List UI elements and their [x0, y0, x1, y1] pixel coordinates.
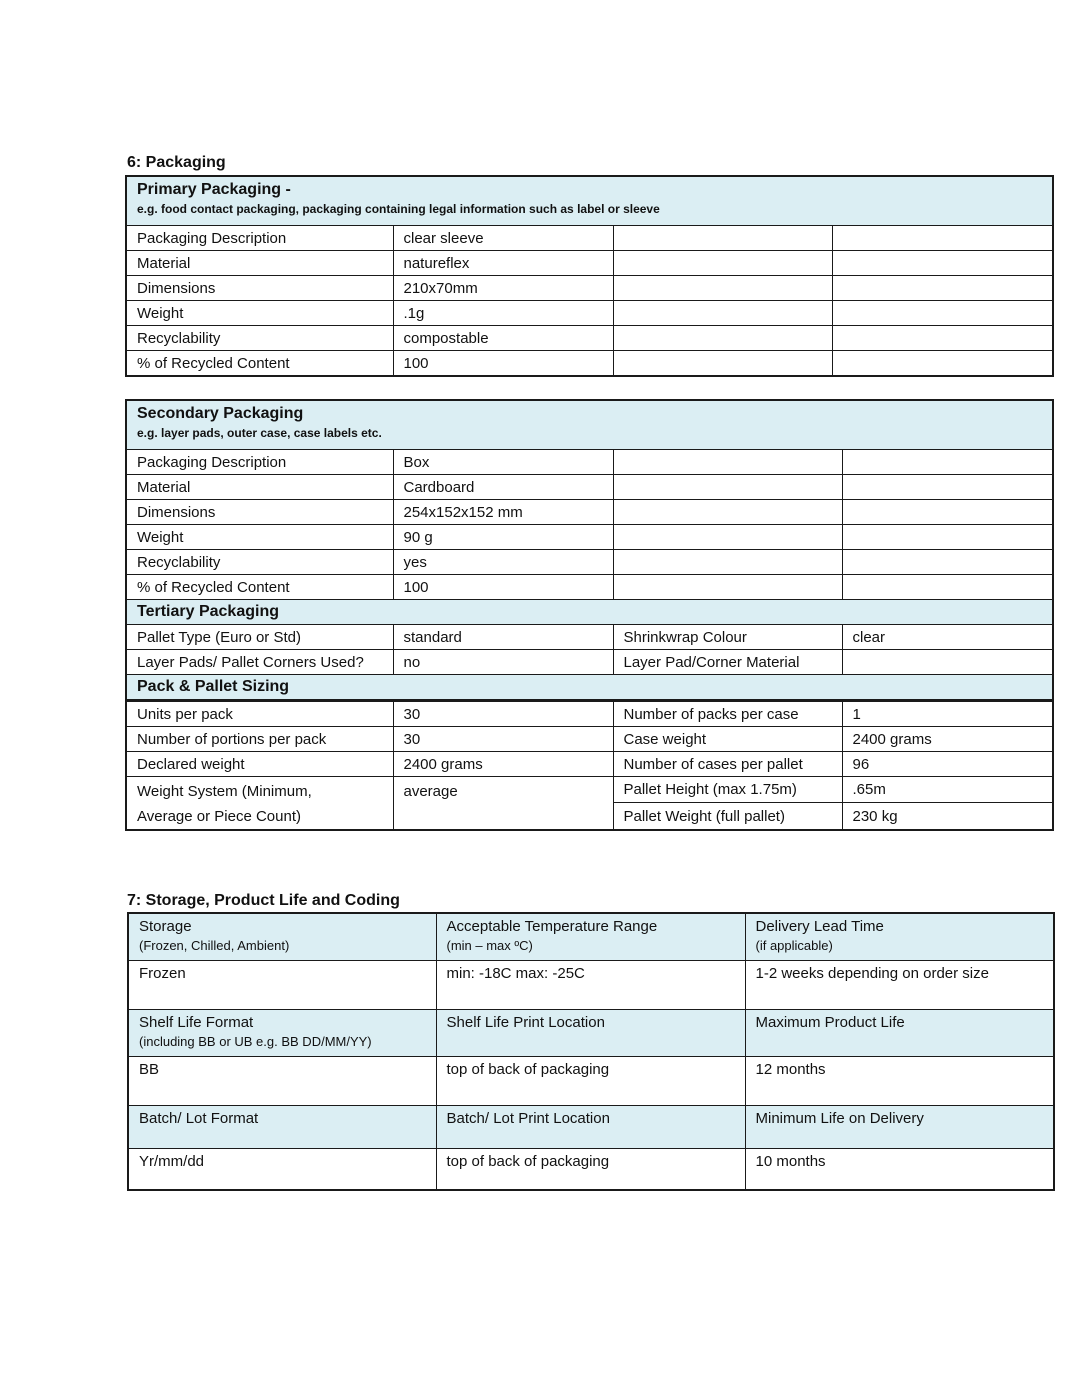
section-7-title: 7: Storage, Product Life and Coding — [127, 892, 400, 909]
shelf-life-location-value: top of back of packaging — [436, 1057, 745, 1106]
table-row — [126, 450, 1053, 475]
shelf-life-format-value: BB — [128, 1057, 436, 1106]
row-value: standard — [393, 625, 613, 650]
row-label: Layer Pad/Corner Material — [613, 650, 842, 675]
batch-location-value: top of back of packaging — [436, 1149, 745, 1191]
row-label: Case weight — [613, 727, 842, 752]
row-value: natureflex — [393, 251, 613, 276]
max-product-life-value: 12 months — [745, 1057, 1054, 1106]
table-row — [126, 702, 1053, 727]
primary-packaging-title: Primary Packaging - — [137, 181, 291, 198]
row-label: Declared weight — [126, 752, 393, 777]
row-label: Pallet Height (max 1.75m) — [613, 777, 842, 803]
row-value: 100 — [393, 351, 613, 377]
row-value: 96 — [842, 752, 1053, 777]
shelf-life-format-header: Shelf Life Format (including BB or UB e.g. BB DD/MM/YY) — [128, 1010, 436, 1057]
table-row — [126, 550, 1053, 575]
primary-packaging-table — [125, 175, 1054, 377]
row-label: Weight — [126, 301, 393, 326]
min-life-header: Minimum Life on Delivery — [745, 1106, 1054, 1149]
row-label: Material — [126, 251, 393, 276]
row-value: 2400 grams — [842, 727, 1053, 752]
row-value: .65m — [842, 777, 1053, 803]
table-row — [126, 276, 1053, 301]
weight-system-value: average — [393, 777, 613, 831]
row-value: Cardboard — [393, 475, 613, 500]
temperature-value: min: -18C max: -25C — [436, 961, 745, 1010]
table-row — [126, 625, 1053, 650]
batch-format-header: Batch/ Lot Format — [128, 1106, 436, 1149]
row-label: Material — [126, 475, 393, 500]
weight-system-label: Weight System (Minimum, Average or Piece Count) — [126, 777, 393, 831]
row-label: Shrinkwrap Colour — [613, 625, 842, 650]
row-value: 100 — [393, 575, 613, 600]
table-row — [126, 301, 1053, 326]
table-row — [126, 777, 1053, 803]
row-value: Box — [393, 450, 613, 475]
row-label: % of Recycled Content — [126, 575, 393, 600]
row-value — [842, 650, 1053, 675]
batch-format-value: Yr/mm/dd — [128, 1149, 436, 1191]
primary-packaging-header — [126, 176, 1053, 226]
table-row — [126, 525, 1053, 550]
pack-pallet-sizing-title: Pack & Pallet Sizing — [126, 675, 1053, 701]
min-life-value: 10 months — [745, 1149, 1054, 1191]
row-label: Units per pack — [126, 702, 393, 727]
row-label: Recyclability — [126, 550, 393, 575]
row-value: clear sleeve — [393, 226, 613, 251]
row-value: 230 kg — [842, 803, 1053, 830]
secondary-packaging-title: Secondary Packaging — [137, 405, 304, 422]
table-row — [126, 326, 1053, 351]
shelf-life-header-row — [128, 1010, 1054, 1057]
storage-header: Storage (Frozen, Chilled, Ambient) — [128, 913, 436, 961]
shelf-life-location-header: Shelf Life Print Location — [436, 1010, 745, 1057]
row-label: % of Recycled Content — [126, 351, 393, 377]
row-value: .1g — [393, 301, 613, 326]
table-row — [126, 251, 1053, 276]
row-value: compostable — [393, 326, 613, 351]
table-row — [128, 961, 1054, 1010]
storage-header-row — [128, 913, 1054, 961]
row-value: yes — [393, 550, 613, 575]
max-product-life-header: Maximum Product Life — [745, 1010, 1054, 1057]
batch-location-header: Batch/ Lot Print Location — [436, 1106, 745, 1149]
table-row — [128, 1057, 1054, 1106]
table-row — [126, 226, 1053, 251]
row-label: Layer Pads/ Pallet Corners Used? — [126, 650, 393, 675]
row-value: 1 — [842, 702, 1053, 727]
table-row — [126, 575, 1053, 600]
row-label: Number of packs per case — [613, 702, 842, 727]
row-label: Dimensions — [126, 500, 393, 525]
row-label: Weight — [126, 525, 393, 550]
table-row — [126, 475, 1053, 500]
storage-table — [127, 912, 1055, 1191]
temperature-header: Acceptable Temperature Range (min – max ºC) — [436, 913, 745, 961]
tertiary-packaging-title: Tertiary Packaging — [126, 600, 1053, 625]
row-value: 90 g — [393, 525, 613, 550]
secondary-packaging-table — [125, 399, 1054, 701]
row-label: Packaging Description — [126, 450, 393, 475]
batch-header-row — [128, 1106, 1054, 1149]
table-row — [126, 727, 1053, 752]
section-6-title: 6: Packaging — [127, 154, 226, 171]
row-label: Number of cases per pallet — [613, 752, 842, 777]
pack-pallet-table — [125, 701, 1054, 831]
storage-value: Frozen — [128, 961, 436, 1010]
row-value: clear — [842, 625, 1053, 650]
table-row — [126, 752, 1053, 777]
row-label: Dimensions — [126, 276, 393, 301]
row-label: Pallet Weight (full pallet) — [613, 803, 842, 830]
row-value: no — [393, 650, 613, 675]
row-value: 30 — [393, 727, 613, 752]
row-value: 30 — [393, 702, 613, 727]
row-label: Packaging Description — [126, 226, 393, 251]
table-row — [126, 500, 1053, 525]
table-row — [126, 351, 1053, 377]
row-label: Pallet Type (Euro or Std) — [126, 625, 393, 650]
row-value: 254x152x152 mm — [393, 500, 613, 525]
table-row — [126, 650, 1053, 675]
row-value: 210x70mm — [393, 276, 613, 301]
row-value: 2400 grams — [393, 752, 613, 777]
lead-time-header: Delivery Lead Time (if applicable) — [745, 913, 1054, 961]
row-label: Number of portions per pack — [126, 727, 393, 752]
primary-packaging-subtitle: e.g. food contact packaging, packaging containing legal information such as label or sleeve — [137, 202, 660, 216]
secondary-packaging-subtitle: e.g. layer pads, outer case, case labels etc. — [137, 426, 382, 440]
secondary-packaging-header — [126, 400, 1053, 450]
row-label: Recyclability — [126, 326, 393, 351]
lead-time-value: 1-2 weeks depending on order size — [745, 961, 1054, 1010]
table-row — [128, 1149, 1054, 1191]
